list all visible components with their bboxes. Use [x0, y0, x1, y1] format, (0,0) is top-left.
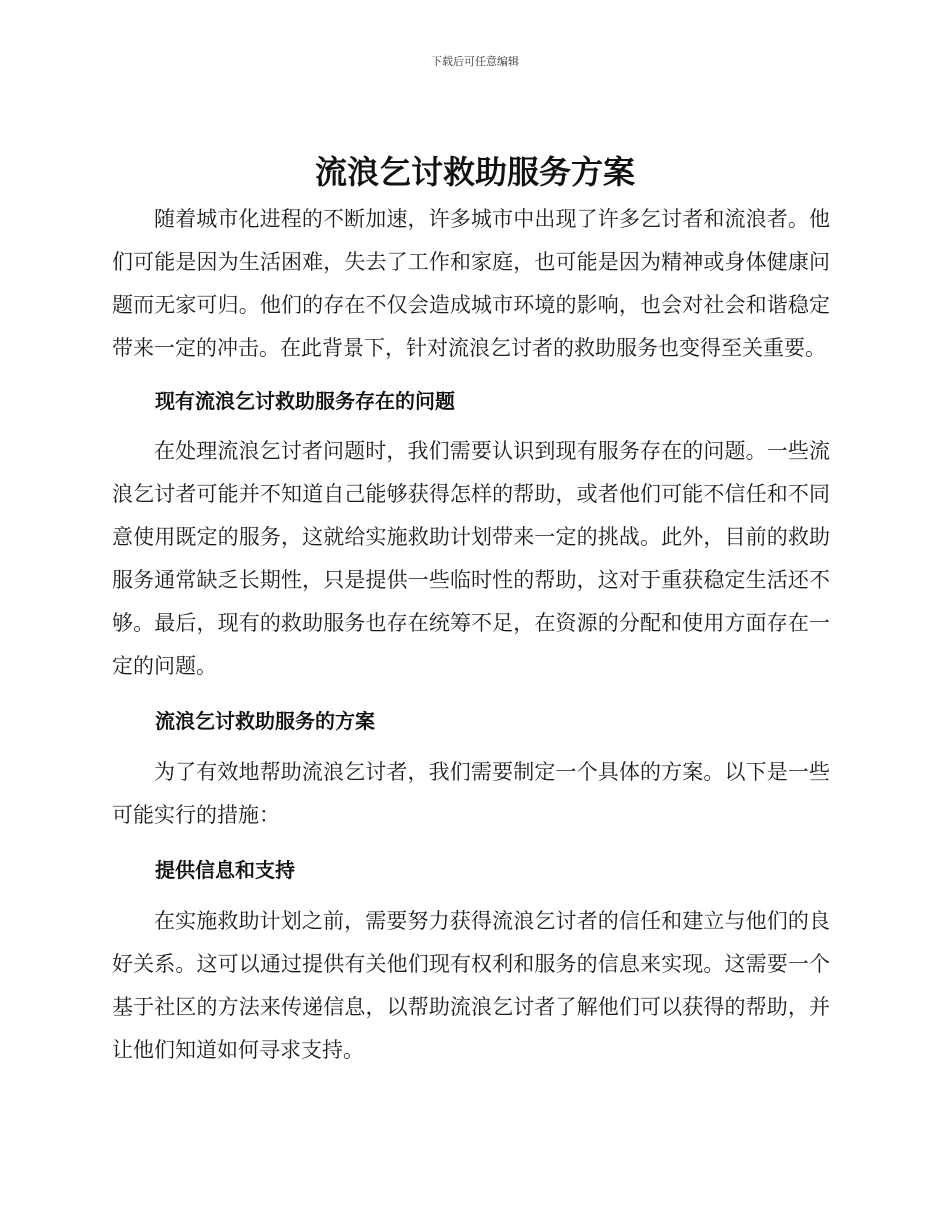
- document-body: [112, 198, 830, 1072]
- section-heading-info-support: 提供信息和支持: [155, 858, 295, 882]
- section-paragraph-plan: 为了有效地帮助流浪乞讨者，我们需要制定一个具体的方案。以下是一些可能实行的措施：: [112, 760, 830, 827]
- section-paragraph-problems: 在处理流浪乞讨者问题时，我们需要认识到现有服务存在的问题。一些流浪乞讨者可能并不知道自己能够获得怎样的帮助，或者他们可能不信任和不同意使用既定的服务，这就给实施救助计划带来一定的挑战。此外，目前的救助服务通常缺乏长期性，只是提供一些临时性的帮助，这对于重获稳定生活还不够。最后，现有的救助服务也存在统筹不足，在资源的分配和使用方面存在一定的问题。: [112, 439, 830, 678]
- intro-paragraph: 随着城市化进程的不断加速，许多城市中出现了许多乞讨者和流浪者。他们可能是因为生活困难，失去了工作和家庭，也可能是因为精神或身体健康问题而无家可归。他们的存在不仅会造成城市环境的影响，也会对社会和谐稳定带来一定的冲击。在此背景下，针对流浪乞讨者的救助服务也变得至关重要。: [112, 207, 830, 360]
- section-heading-problems: 现有流浪乞讨救助服务存在的问题: [155, 389, 455, 413]
- document-title: 流浪乞讨救助服务方案: [314, 153, 635, 191]
- header-note: 下载后可任意编辑: [431, 55, 519, 68]
- section-heading-plan: 流浪乞讨救助服务的方案: [155, 709, 375, 733]
- section-paragraph-info-support: 在实施救助计划之前，需要努力获得流浪乞讨者的信任和建立与他们的良好关系。这可以通过提供有关他们现有权利和服务的信息来实现。这需要一个基于社区的方法来传递信息，以帮助流浪乞讨者了解他们可以获得的帮助，并让他们知道如何寻求支持。: [112, 909, 830, 1062]
